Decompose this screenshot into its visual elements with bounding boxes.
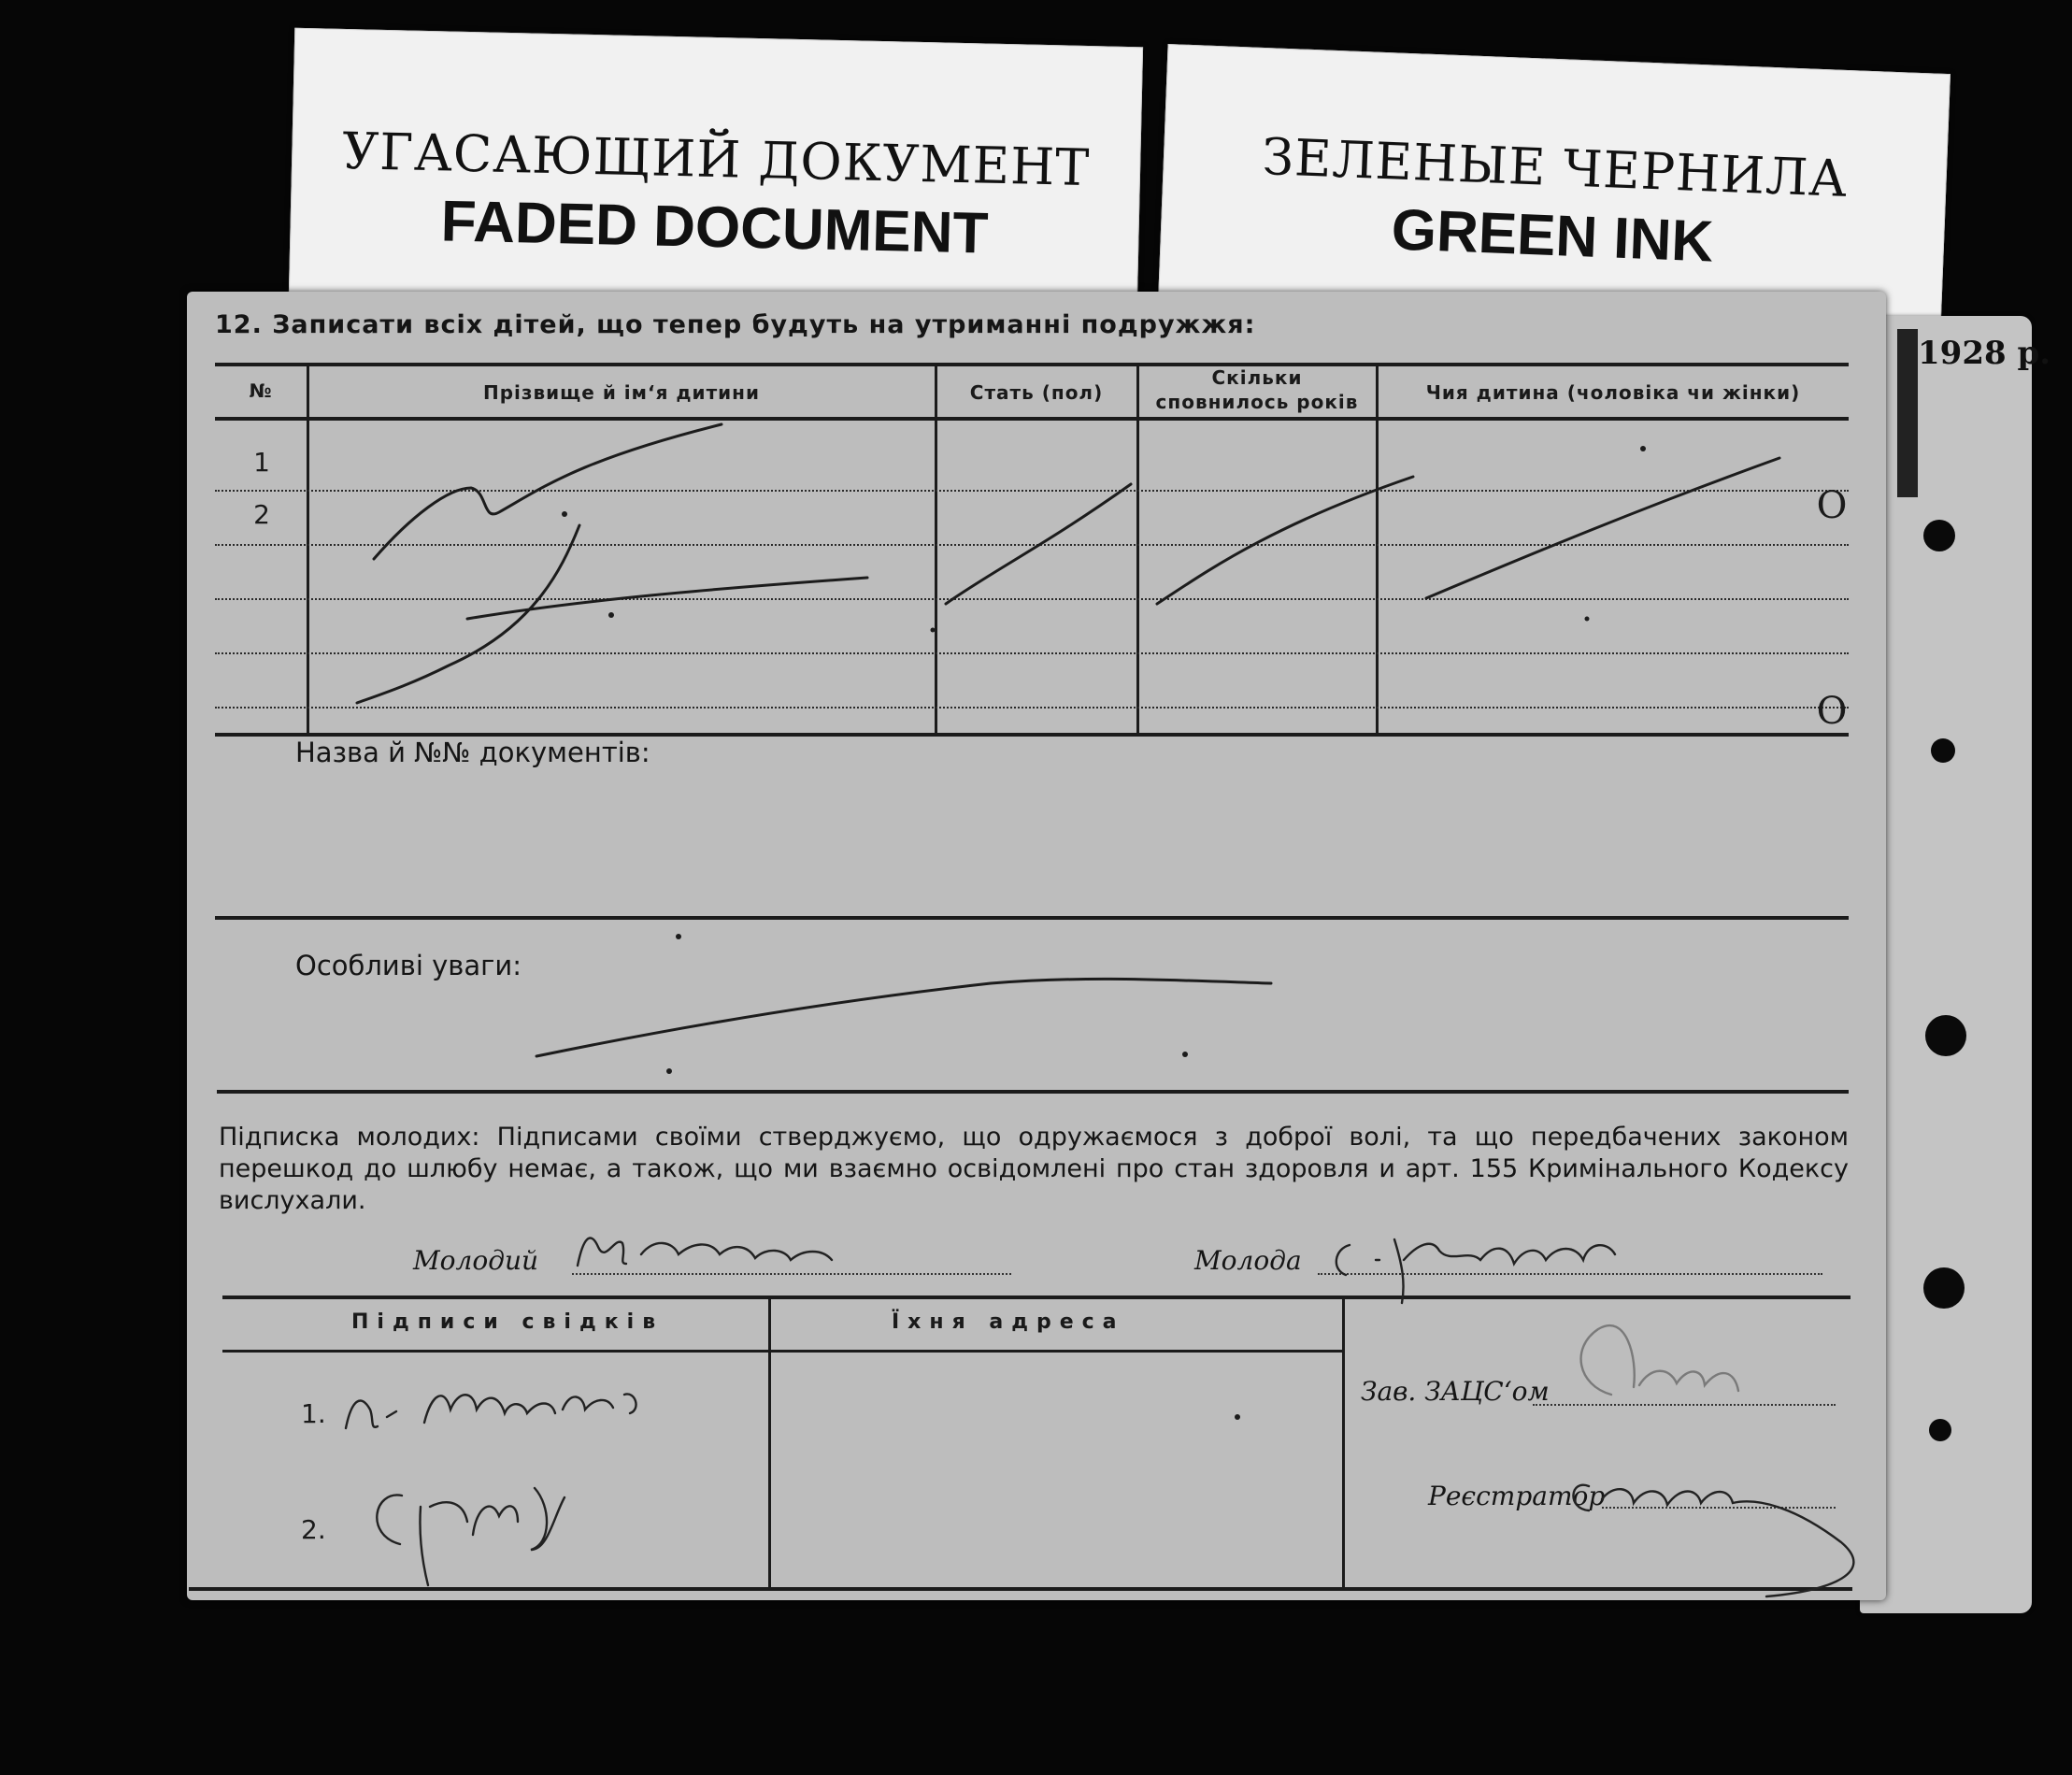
column-divider: [1136, 365, 1139, 735]
age-column-strike: [1157, 477, 1413, 604]
row-line: [215, 544, 1849, 546]
row-line: [215, 652, 1849, 654]
faded-document-label: [289, 28, 1143, 313]
label-english-text: GREEN INK: [1390, 197, 1715, 275]
remarks-label: Особливі уваги:: [295, 950, 522, 981]
column-header-child-name: Прізвище й ім‘я дитини: [482, 381, 761, 404]
row-number: 1: [253, 447, 270, 478]
remarks-rule: [217, 1090, 1849, 1094]
punch-hole: [1925, 1015, 1966, 1056]
documents-rule: [215, 916, 1849, 920]
witness-top-rule: [222, 1295, 1851, 1299]
label-english-text: FADED DOCUMENT: [440, 189, 990, 266]
column-header-number: №: [249, 379, 273, 402]
address-header: Їхня адреса: [892, 1310, 1125, 1334]
witness-header-rule: [222, 1350, 1342, 1353]
child-name-strike: [374, 424, 722, 559]
witness-number: 1.: [301, 1398, 326, 1429]
column-header-age-line1: Скільки: [1211, 366, 1303, 389]
witness-column-divider: [768, 1297, 771, 1587]
punch-hole: [1923, 520, 1955, 551]
green-ink-label: [1158, 44, 1951, 333]
witness-2-signature: [377, 1488, 564, 1585]
registrar-label: Реєстратор: [1428, 1481, 1606, 1511]
witnesses-header: Підписи свідків: [351, 1310, 664, 1334]
whose-column-strike: [1426, 458, 1779, 598]
back-card-year: 1928 р.: [1918, 335, 2051, 372]
groom-label: Молодий: [413, 1245, 539, 1276]
groom-signature-line: [572, 1273, 1011, 1275]
bride-signature-line: [1318, 1273, 1822, 1275]
punch-hole: [1929, 1419, 1951, 1441]
margin-mark: О: [1816, 690, 1848, 733]
row-line: [215, 598, 1849, 600]
column-header-whose-child: Чия дитина (чоловіка чи жінки): [1425, 381, 1801, 404]
label-russian-text: ЗЕЛЕНЫЕ ЧЕРНИЛА: [1261, 127, 1850, 209]
witness-1-signature: [346, 1394, 636, 1428]
table-top-rule: [215, 363, 1849, 366]
column-header-age-line2: сповнилось років: [1155, 391, 1359, 413]
zags-head-signature: [1581, 1325, 1738, 1395]
witness-number: 2.: [301, 1514, 326, 1545]
table-header-rule: [215, 417, 1849, 421]
remarks-strike: [536, 979, 1271, 1056]
child-name-strike: [357, 525, 579, 703]
label-russian-text: УГАСАЮЩИЙ ДОКУМЕНТ: [341, 121, 1091, 198]
card-bottom-rule: [189, 1587, 1852, 1591]
zags-head-signature-line: [1533, 1404, 1836, 1406]
marriage-record-card: [187, 292, 1886, 1600]
punch-hole: [1931, 738, 1955, 763]
column-divider: [307, 365, 309, 735]
registrar-signature: [1573, 1485, 1853, 1596]
groom-signature: [578, 1238, 832, 1266]
newlyweds-pledge: Підписка молодих: Підписами своїми стверджуємо, що одружаємося з доброї волі, та що передбачених законом перешкод до шлюбу немає, а також, що ми взаємно освідомлені про стан здоровля и арт. 155 Кримінального Кодексу вислухали.: [219, 1123, 1849, 1215]
margin-mark: О: [1816, 484, 1848, 527]
registrar-signature-line: [1602, 1507, 1836, 1509]
row-number: 2: [253, 499, 270, 530]
row-line: [215, 707, 1849, 709]
zags-head-label: Зав. ЗАЦС‘ом: [1361, 1376, 1550, 1407]
column-divider: [1376, 365, 1379, 735]
column-header-sex: Стать (пол): [969, 381, 1104, 404]
bride-signature: [1336, 1239, 1615, 1303]
documents-label: Назва й №№ документів:: [295, 737, 650, 768]
column-divider: [935, 365, 937, 735]
row-line: [215, 490, 1849, 492]
back-card-stamp-strip: [1897, 329, 1918, 497]
witness-column-divider: [1342, 1297, 1345, 1587]
children-section-title: 12. Записати всіх дітей, що тепер будуть на утриманні подружжя:: [215, 310, 1256, 339]
punch-hole: [1923, 1267, 1965, 1309]
bride-label: Молода: [1194, 1245, 1302, 1276]
